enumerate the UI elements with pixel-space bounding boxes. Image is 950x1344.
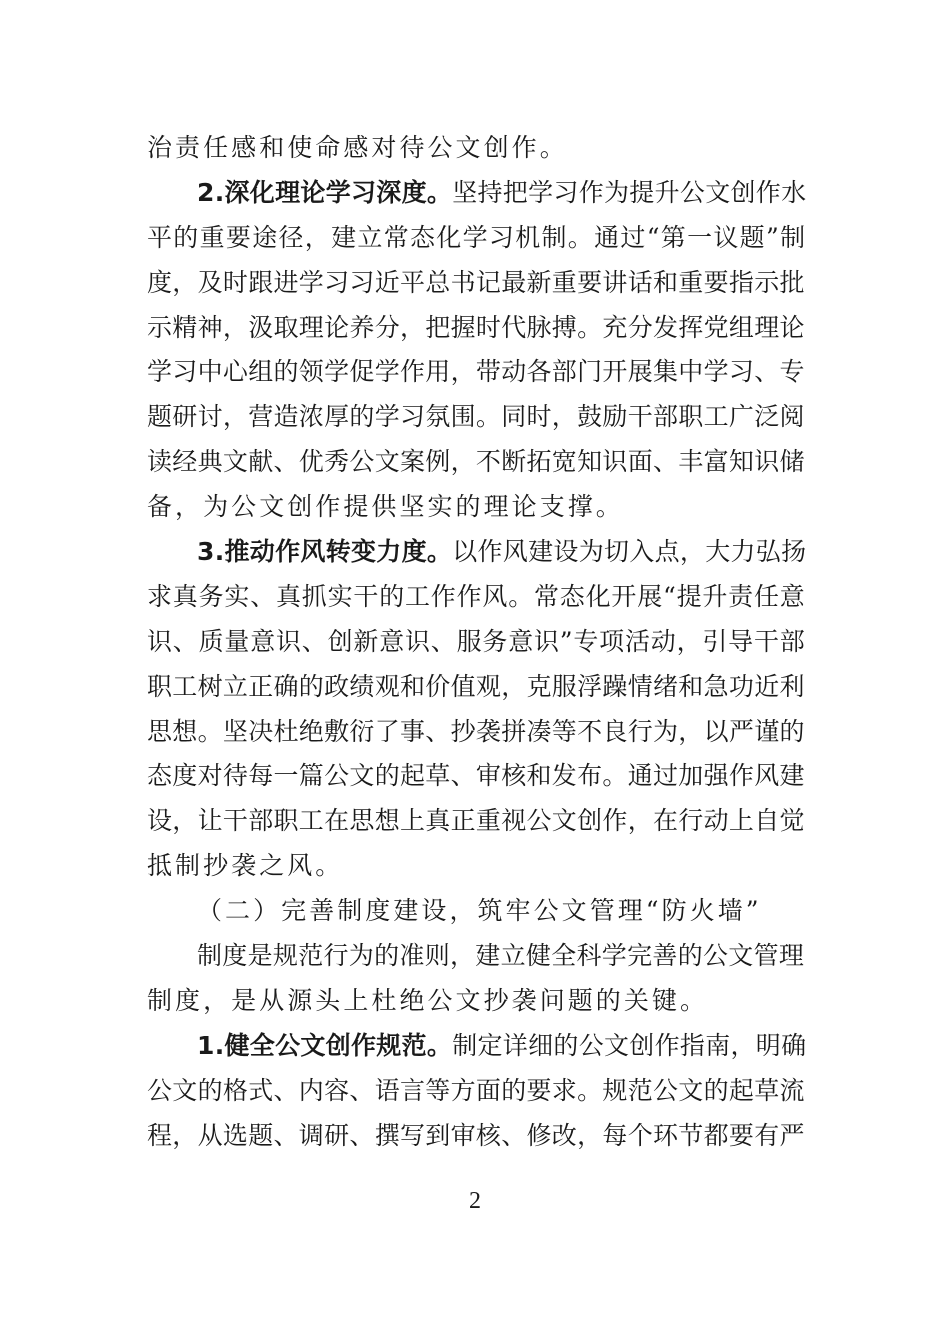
- paragraph-line: 题研讨，营造浓厚的学习氛围。同时，鼓励干部职工广泛阅: [147, 402, 805, 432]
- paragraph-line: 度，及时跟进学习习近平总书记最新重要讲话和重要指示批: [147, 267, 805, 297]
- section-heading: （二）完善制度建设，筑牢公文管理“防火墙”: [197, 896, 762, 926]
- paragraph-line: 求真务实、真抓实干的工作作风。常态化开展“提升责任意: [147, 581, 806, 611]
- paragraph-line: 思想。坚决杜绝敷衍了事、抄袭拼凑等不良行为，以严谨的: [147, 716, 805, 746]
- paragraph-line: 备，为公文创作提供坚实的理论支撑。: [147, 492, 624, 522]
- document-body: [147, 126, 807, 1158]
- paragraph-line: 读经典文献、优秀公文案例，不断拓宽知识面、丰富知识储: [147, 447, 805, 477]
- paragraph-line: 学习中心组的领学促学作用，带动各部门开展集中学习、专: [147, 357, 805, 387]
- subheading-line: 3.推动作风转变力度。以作风建设为切入点，大力弘扬: [197, 537, 807, 567]
- paragraph-line: 治责任感和使命感对待公文创作。: [147, 133, 568, 162]
- page-number: 2: [469, 1188, 481, 1214]
- subheading-line: 1.健全公文创作规范。制定详细的公文创作指南，明确: [197, 1030, 807, 1060]
- paragraph-line: 设，让干部职工在思想上真正重视公文创作，在行动上自觉: [147, 806, 805, 836]
- paragraph-line: 态度对待每一篇公文的起草、审核和发布。通过加强作风建: [147, 761, 805, 791]
- paragraph-line: 抵制抄袭之风。: [147, 851, 344, 881]
- paragraph-line: 职工树立正确的政绩观和价值观，克服浮躁情绪和急功近利: [147, 671, 805, 701]
- paragraph-line: 示精神，汲取理论养分，把握时代脉搏。充分发挥党组理论: [147, 312, 805, 342]
- paragraph-line: 制度，是从源头上杜绝公文抄袭问题的关键。: [147, 985, 709, 1015]
- subheading-bold: 1.健全公文创作规范。: [197, 1030, 453, 1060]
- paragraph-line: 公文的格式、内容、语言等方面的要求。规范公文的起草流: [147, 1075, 805, 1105]
- subheading-bold: 2.深化理论学习深度。: [197, 177, 453, 207]
- paragraph-line: 程，从选题、调研、撰写到审核、修改，每个环节都要有严: [147, 1120, 805, 1150]
- subheading-line: 2.深化理论学习深度。坚持把学习作为提升公文创作水: [197, 177, 807, 207]
- paragraph-line: 识、质量意识、创新意识、服务意识”专项活动，引导干部: [147, 626, 806, 656]
- subheading-bold: 3.推动作风转变力度。: [197, 537, 453, 567]
- paragraph-line: 平的重要途径，建立常态化学习机制。通过“第一议题”制: [147, 222, 807, 252]
- paragraph-line: 制度是规范行为的准则，建立健全科学完善的公文管理: [197, 941, 805, 971]
